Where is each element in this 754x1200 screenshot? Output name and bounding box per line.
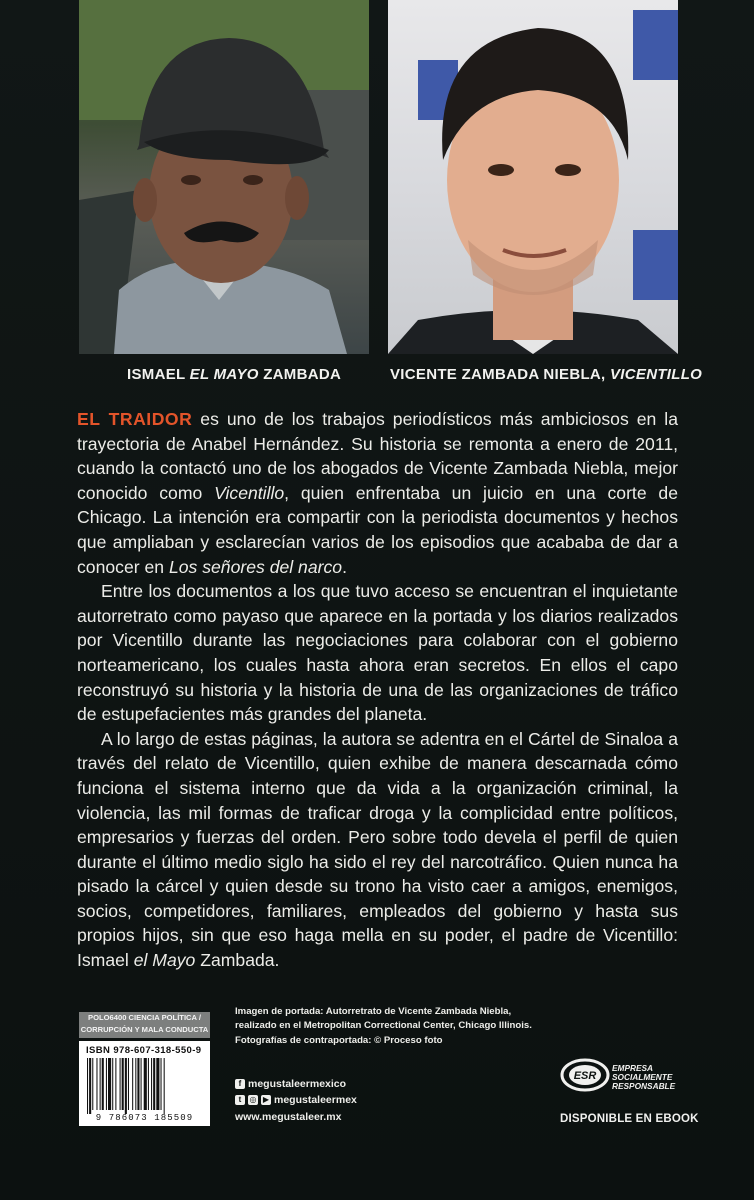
book-title-highlight: EL TRAIDOR: [77, 409, 193, 429]
portrait-young-man-illustration: [388, 0, 678, 354]
instagram-icon: ◎: [249, 1095, 257, 1104]
credits-line-2: realizado en el Metropolitan Correctional Center, Chicago Illinois.: [235, 1020, 532, 1032]
caption-right-italic: VICENTILLO: [609, 366, 703, 383]
caption-right-pre: VICENTE ZAMBADA NIEBLA,: [390, 366, 610, 383]
caption-right: [390, 366, 702, 383]
esr-logo-text: ESR: [573, 1070, 597, 1082]
esr-line-3: RESPONSABLE: [612, 1081, 676, 1091]
p1-italic-book: Los señores del narco: [168, 556, 343, 577]
facebook-icon: f: [235, 1079, 245, 1089]
credits-line-3: Fotografías de contraportada: © Proceso foto: [235, 1034, 443, 1046]
synopsis-paragraph-2: Entre los documentos a los que tuvo acceso se encuentran el inquietante autorretrato como payaso que aparece en la portada y los diarios realizados por Vicentillo durante las negociaciones para colaborar con el gobierno norteamericano, los cuales hasta ahora eran secretos. En ellos el capo reconstruyó su historia y la historia de una de las organizaciones de tráfico de estupefacientes más grandes del planeta.: [77, 581, 678, 725]
website-link[interactable]: www.megustaleer.mx: [235, 1111, 342, 1123]
twitter-icon: t: [235, 1095, 245, 1105]
esr-line-2: SOCIALMENTE: [612, 1072, 673, 1082]
p1-italic-vicentillo: Vicentillo: [214, 482, 285, 503]
credits-line-1: Imagen de portada: Autorretrato de Vicente Zambada Niebla,: [235, 1006, 512, 1017]
isbn-label: ISBN 978-607-318-550-9: [86, 1045, 202, 1056]
portrait-man-cap-illustration: [79, 0, 369, 354]
p3-text-b: Zambada.: [195, 950, 280, 971]
caption-left: [127, 366, 341, 383]
classification-box: [79, 1012, 210, 1038]
esr-label: [612, 1064, 675, 1091]
p1-text-c: .: [342, 556, 347, 577]
classification-line-2: CORRUPCIÓN Y MALA CONDUCTA: [80, 1025, 209, 1034]
p1-text-a: es uno de los trabajos periodísticos más ambiciosos en la trayectoria de Anabel Hernández. Su historia se remonta a enero de 2011, cuando la contactó uno de los abogados de Vicente Zambada Niebla, mejor conocido como: [77, 409, 678, 503]
caption-left-italic: EL MAYO: [189, 366, 259, 383]
isbn-box: [79, 1041, 210, 1126]
caption-left-pre: ISMAEL: [127, 366, 190, 383]
caption-left-post: ZAMBADA: [258, 366, 342, 383]
classification-line-1: POLO6400 CIENCIA POLÍTICA /: [88, 1013, 201, 1022]
photo-ismael-zambada: [79, 0, 369, 354]
social-handle: megustaleermex: [274, 1094, 357, 1106]
ebook-availability: DISPONIBLE EN EBOOK: [560, 1113, 699, 1125]
p1-text-b: , quien enfrentaba un juicio en una corte de Chicago. La intención era compartir con la periodista documentos y hechos que ampliaban y esclarecían varios de los episodios que acababa de dar a conocer en: [77, 482, 678, 577]
image-credits: [235, 1005, 565, 1048]
barcode-number: 9 786073 185509: [95, 1113, 194, 1123]
p3-text-a: A lo largo de estas páginas, la autora se adentra en el Cártel de Sinaloa a través del relato de Vicentillo, quien exhibe de manera descarnada cómo funciona el sistema interno que da vida a la organización criminal, la violencia, las mil formas de traficar droga y la complicidad entre políticos, empresarios y fuerzas del orden. Pero sobre todo devela el perfil de quien durante el último medio siglo ha sido el rey del narcotráfico. Quien nunca ha pisado la cárcel y quien desde su trono ha visto caer a amigos, enemigos, socios, competidores, familiares, empleados del gobierno y hasta sus propios hijos, sin que eso haga mella en su poder, el padre de Vicentillo: Ismael: [77, 728, 678, 971]
social-facebook[interactable]: [235, 1078, 346, 1090]
p3-italic-el-mayo: el Mayo: [133, 950, 196, 971]
social-twitter-instagram-youtube[interactable]: [235, 1094, 357, 1106]
youtube-icon: ▶: [262, 1095, 270, 1104]
barcode-icon: [85, 1058, 204, 1114]
photo-vicente-zambada: [388, 0, 678, 354]
esr-logo-icon: [560, 1058, 610, 1092]
synopsis-paragraph-1: [77, 407, 678, 579]
synopsis: [77, 407, 678, 973]
facebook-handle: megustaleermexico: [248, 1078, 347, 1090]
synopsis-paragraph-3: [77, 727, 678, 973]
esr-line-1: EMPRESA: [612, 1063, 654, 1073]
